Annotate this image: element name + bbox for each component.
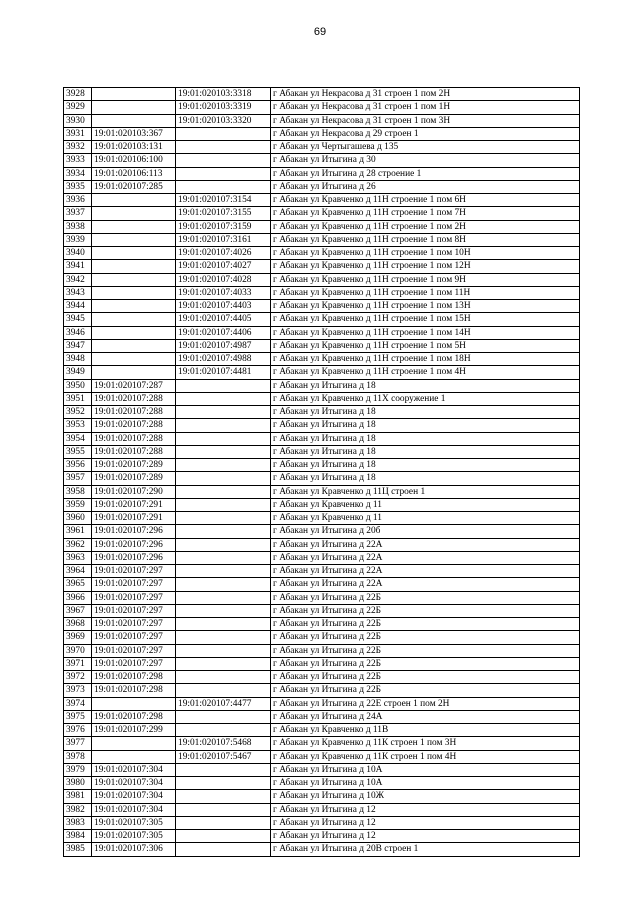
row-number-cell: 3939	[64, 233, 92, 246]
registry-table-body	[64, 88, 580, 857]
building-cadastral-number-cell	[176, 141, 271, 154]
row-number-cell: 3951	[64, 392, 92, 405]
address-cell: г Абакан ул Некрасова д 31 строен 1 пом 3Н	[271, 114, 580, 127]
address-cell: г Абакан ул Итыгина д 12	[271, 816, 580, 829]
land-cadastral-number-cell: 19:01:020103:367	[92, 127, 176, 140]
address-cell: г Абакан ул Итыгина д 10Ж	[271, 790, 580, 803]
table-row	[64, 406, 580, 419]
building-cadastral-number-cell	[176, 459, 271, 472]
building-cadastral-number-cell: 19:01:020107:5468	[176, 737, 271, 750]
land-cadastral-number-cell: 19:01:020107:297	[92, 591, 176, 604]
address-cell: г Абакан ул Некрасова д 31 строен 1 пом 2Н	[271, 88, 580, 101]
building-cadastral-number-cell: 19:01:020107:4403	[176, 300, 271, 313]
address-cell: г Абакан ул Итыгина д 18	[271, 379, 580, 392]
table-row	[64, 830, 580, 843]
address-cell: г Абакан ул Итыгина д 28 строение 1	[271, 167, 580, 180]
building-cadastral-number-cell	[176, 710, 271, 723]
row-number-cell: 3936	[64, 194, 92, 207]
address-cell: г Абакан ул Итыгина д 18	[271, 459, 580, 472]
address-cell: г Абакан ул Некрасова д 29 строен 1	[271, 127, 580, 140]
address-cell: г Абакан ул Итыгина д 22Б	[271, 631, 580, 644]
address-cell: г Абакан ул Итыгина д 18	[271, 432, 580, 445]
table-row	[64, 485, 580, 498]
table-row	[64, 127, 580, 140]
address-cell: г Абакан ул Кравченко д 11В	[271, 724, 580, 737]
building-cadastral-number-cell: 19:01:020107:4033	[176, 286, 271, 299]
row-number-cell: 3974	[64, 697, 92, 710]
row-number-cell: 3947	[64, 339, 92, 352]
row-number-cell: 3933	[64, 154, 92, 167]
building-cadastral-number-cell	[176, 525, 271, 538]
address-cell: г Абакан ул Итыгина д 12	[271, 803, 580, 816]
row-number-cell: 3980	[64, 777, 92, 790]
table-row	[64, 419, 580, 432]
building-cadastral-number-cell: 19:01:020107:4027	[176, 260, 271, 273]
building-cadastral-number-cell: 19:01:020107:4988	[176, 353, 271, 366]
table-row	[64, 578, 580, 591]
table-row	[64, 724, 580, 737]
building-cadastral-number-cell: 19:01:020107:3161	[176, 233, 271, 246]
building-cadastral-number-cell	[176, 777, 271, 790]
row-number-cell: 3957	[64, 472, 92, 485]
land-cadastral-number-cell: 19:01:020107:287	[92, 379, 176, 392]
table-row	[64, 816, 580, 829]
address-cell: г Абакан ул Итыгина д 22Б	[271, 591, 580, 604]
table-row	[64, 525, 580, 538]
address-cell: г Абакан ул Итыгина д 18	[271, 472, 580, 485]
building-cadastral-number-cell	[176, 803, 271, 816]
land-cadastral-number-cell: 19:01:020107:291	[92, 498, 176, 511]
building-cadastral-number-cell	[176, 631, 271, 644]
land-cadastral-number-cell	[92, 353, 176, 366]
row-number-cell: 3931	[64, 127, 92, 140]
table-row	[64, 551, 580, 564]
building-cadastral-number-cell	[176, 472, 271, 485]
table-row	[64, 194, 580, 207]
table-row	[64, 286, 580, 299]
land-cadastral-number-cell	[92, 260, 176, 273]
address-cell: г Абакан ул Итыгина д 22А	[271, 578, 580, 591]
row-number-cell: 3975	[64, 710, 92, 723]
land-cadastral-number-cell: 19:01:020106:113	[92, 167, 176, 180]
building-cadastral-number-cell: 19:01:020107:5467	[176, 750, 271, 763]
table-row	[64, 260, 580, 273]
land-cadastral-number-cell: 19:01:020107:297	[92, 578, 176, 591]
table-row	[64, 538, 580, 551]
address-cell: г Абакан ул Итыгина д 12	[271, 830, 580, 843]
building-cadastral-number-cell: 19:01:020107:3154	[176, 194, 271, 207]
building-cadastral-number-cell: 19:01:020107:4026	[176, 247, 271, 260]
land-cadastral-number-cell: 19:01:020107:288	[92, 419, 176, 432]
table-row	[64, 167, 580, 180]
address-cell: г Абакан ул Итыгина д 20б	[271, 525, 580, 538]
land-cadastral-number-cell: 19:01:020107:298	[92, 684, 176, 697]
table-row	[64, 697, 580, 710]
land-cadastral-number-cell	[92, 233, 176, 246]
row-number-cell: 3972	[64, 671, 92, 684]
row-number-cell: 3969	[64, 631, 92, 644]
building-cadastral-number-cell	[176, 167, 271, 180]
building-cadastral-number-cell	[176, 843, 271, 856]
building-cadastral-number-cell	[176, 657, 271, 670]
address-cell: г Абакан ул Итыгина д 18	[271, 406, 580, 419]
address-cell: г Абакан ул Итыгина д 22Б	[271, 657, 580, 670]
row-number-cell: 3965	[64, 578, 92, 591]
row-number-cell: 3964	[64, 565, 92, 578]
row-number-cell: 3940	[64, 247, 92, 260]
table-row	[64, 657, 580, 670]
row-number-cell: 3958	[64, 485, 92, 498]
page-number: 69	[313, 26, 327, 38]
address-cell: г Абакан ул Кравченко д 11Н строение 1 пом 4Н	[271, 366, 580, 379]
building-cadastral-number-cell	[176, 432, 271, 445]
row-number-cell: 3982	[64, 803, 92, 816]
land-cadastral-number-cell: 19:01:020107:296	[92, 525, 176, 538]
land-cadastral-number-cell	[92, 101, 176, 114]
land-cadastral-number-cell: 19:01:020107:288	[92, 432, 176, 445]
land-cadastral-number-cell: 19:01:020107:305	[92, 830, 176, 843]
table-row	[64, 300, 580, 313]
address-cell: г Абакан ул Кравченко д 11Ц строен 1	[271, 485, 580, 498]
land-cadastral-number-cell: 19:01:020106:100	[92, 154, 176, 167]
building-cadastral-number-cell	[176, 565, 271, 578]
land-cadastral-number-cell: 19:01:020107:290	[92, 485, 176, 498]
table-row	[64, 512, 580, 525]
building-cadastral-number-cell	[176, 419, 271, 432]
table-row	[64, 445, 580, 458]
row-number-cell: 3937	[64, 207, 92, 220]
address-cell: г Абакан ул Итыгина д 10А	[271, 777, 580, 790]
row-number-cell: 3949	[64, 366, 92, 379]
address-cell: г Абакан ул Итыгина д 30	[271, 154, 580, 167]
row-number-cell: 3981	[64, 790, 92, 803]
row-number-cell: 3976	[64, 724, 92, 737]
address-cell: г Абакан ул Итыгина д 26	[271, 180, 580, 193]
building-cadastral-number-cell: 19:01:020107:3159	[176, 220, 271, 233]
table-row	[64, 565, 580, 578]
table-row	[64, 750, 580, 763]
table-row	[64, 326, 580, 339]
row-number-cell: 3984	[64, 830, 92, 843]
row-number-cell: 3956	[64, 459, 92, 472]
land-cadastral-number-cell: 19:01:020107:297	[92, 657, 176, 670]
building-cadastral-number-cell: 19:01:020107:4405	[176, 313, 271, 326]
land-cadastral-number-cell: 19:01:020107:297	[92, 604, 176, 617]
row-number-cell: 3959	[64, 498, 92, 511]
land-cadastral-number-cell	[92, 697, 176, 710]
row-number-cell: 3942	[64, 273, 92, 286]
table-row	[64, 353, 580, 366]
land-cadastral-number-cell	[92, 737, 176, 750]
registry-table	[63, 87, 580, 857]
table-row	[64, 339, 580, 352]
address-cell: г Абакан ул Итыгина д 22А	[271, 538, 580, 551]
building-cadastral-number-cell	[176, 618, 271, 631]
land-cadastral-number-cell: 19:01:020107:304	[92, 763, 176, 776]
land-cadastral-number-cell	[92, 247, 176, 260]
row-number-cell: 3962	[64, 538, 92, 551]
building-cadastral-number-cell	[176, 644, 271, 657]
land-cadastral-number-cell	[92, 326, 176, 339]
land-cadastral-number-cell: 19:01:020107:306	[92, 843, 176, 856]
building-cadastral-number-cell	[176, 604, 271, 617]
building-cadastral-number-cell	[176, 578, 271, 591]
land-cadastral-number-cell	[92, 366, 176, 379]
row-number-cell: 3966	[64, 591, 92, 604]
table-row	[64, 459, 580, 472]
row-number-cell: 3935	[64, 180, 92, 193]
building-cadastral-number-cell	[176, 180, 271, 193]
table-row	[64, 379, 580, 392]
address-cell: г Абакан ул Кравченко д 11Н строение 1 пом 8Н	[271, 233, 580, 246]
building-cadastral-number-cell	[176, 551, 271, 564]
table-row	[64, 313, 580, 326]
table-row	[64, 763, 580, 776]
row-number-cell: 3978	[64, 750, 92, 763]
row-number-cell: 3961	[64, 525, 92, 538]
table-row	[64, 684, 580, 697]
row-number-cell: 3973	[64, 684, 92, 697]
land-cadastral-number-cell: 19:01:020107:289	[92, 472, 176, 485]
table-row	[64, 591, 580, 604]
land-cadastral-number-cell: 19:01:020107:285	[92, 180, 176, 193]
address-cell: г Абакан ул Кравченко д 11Х сооружение 1	[271, 392, 580, 405]
row-number-cell: 3967	[64, 604, 92, 617]
table-row	[64, 472, 580, 485]
land-cadastral-number-cell: 19:01:020107:305	[92, 816, 176, 829]
land-cadastral-number-cell: 19:01:020107:297	[92, 565, 176, 578]
row-number-cell: 3934	[64, 167, 92, 180]
land-cadastral-number-cell: 19:01:020107:288	[92, 392, 176, 405]
land-cadastral-number-cell: 19:01:020107:304	[92, 777, 176, 790]
row-number-cell: 3946	[64, 326, 92, 339]
address-cell: г Абакан ул Итыгина д 24А	[271, 710, 580, 723]
address-cell: г Абакан ул Кравченко д 11Н строение 1 пом 13Н	[271, 300, 580, 313]
land-cadastral-number-cell	[92, 286, 176, 299]
table-row	[64, 432, 580, 445]
land-cadastral-number-cell	[92, 339, 176, 352]
address-cell: г Абакан ул Кравченко д 11К строен 1 пом 4Н	[271, 750, 580, 763]
land-cadastral-number-cell	[92, 313, 176, 326]
table-row	[64, 392, 580, 405]
address-cell: г Абакан ул Итыгина д 10А	[271, 763, 580, 776]
address-cell: г Абакан ул Итыгина д 22Б	[271, 618, 580, 631]
row-number-cell: 3948	[64, 353, 92, 366]
row-number-cell: 3945	[64, 313, 92, 326]
land-cadastral-number-cell	[92, 750, 176, 763]
table-row	[64, 220, 580, 233]
table-row	[64, 498, 580, 511]
table-row	[64, 710, 580, 723]
address-cell: г Абакан ул Кравченко д 11Н строение 1 пом 6Н	[271, 194, 580, 207]
row-number-cell: 3977	[64, 737, 92, 750]
land-cadastral-number-cell	[92, 220, 176, 233]
building-cadastral-number-cell	[176, 392, 271, 405]
table-row	[64, 247, 580, 260]
row-number-cell: 3954	[64, 432, 92, 445]
row-number-cell: 3963	[64, 551, 92, 564]
table-row	[64, 803, 580, 816]
building-cadastral-number-cell	[176, 498, 271, 511]
land-cadastral-number-cell	[92, 194, 176, 207]
table-row	[64, 737, 580, 750]
address-cell: г Абакан ул Итыгина д 20В строен 1	[271, 843, 580, 856]
land-cadastral-number-cell: 19:01:020107:304	[92, 790, 176, 803]
address-cell: г Абакан ул Итыгина д 22А	[271, 565, 580, 578]
building-cadastral-number-cell	[176, 485, 271, 498]
address-cell: г Абакан ул Итыгина д 18	[271, 419, 580, 432]
row-number-cell: 3968	[64, 618, 92, 631]
address-cell: г Абакан ул Кравченко д 11Н строение 1 пом 9Н	[271, 273, 580, 286]
address-cell: г Абакан ул Кравченко д 11Н строение 1 пом 14Н	[271, 326, 580, 339]
land-cadastral-number-cell	[92, 273, 176, 286]
building-cadastral-number-cell: 19:01:020107:4987	[176, 339, 271, 352]
land-cadastral-number-cell: 19:01:020107:296	[92, 538, 176, 551]
building-cadastral-number-cell	[176, 724, 271, 737]
building-cadastral-number-cell	[176, 538, 271, 551]
table-row	[64, 604, 580, 617]
building-cadastral-number-cell	[176, 790, 271, 803]
building-cadastral-number-cell: 19:01:020107:3155	[176, 207, 271, 220]
land-cadastral-number-cell	[92, 207, 176, 220]
address-cell: г Абакан ул Кравченко д 11Н строение 1 пом 18Н	[271, 353, 580, 366]
land-cadastral-number-cell	[92, 300, 176, 313]
building-cadastral-number-cell	[176, 591, 271, 604]
land-cadastral-number-cell: 19:01:020107:298	[92, 671, 176, 684]
table-row	[64, 671, 580, 684]
address-cell: г Абакан ул Кравченко д 11Н строение 1 пом 2Н	[271, 220, 580, 233]
row-number-cell: 3950	[64, 379, 92, 392]
building-cadastral-number-cell	[176, 127, 271, 140]
row-number-cell: 3929	[64, 101, 92, 114]
land-cadastral-number-cell: 19:01:020107:297	[92, 644, 176, 657]
address-cell: г Абакан ул Кравченко д 11Н строение 1 пом 11Н	[271, 286, 580, 299]
land-cadastral-number-cell	[92, 88, 176, 101]
address-cell: г Абакан ул Кравченко д 11Н строение 1 пом 10Н	[271, 247, 580, 260]
address-cell: г Абакан ул Кравченко д 11К строен 1 пом 3Н	[271, 737, 580, 750]
building-cadastral-number-cell	[176, 830, 271, 843]
land-cadastral-number-cell: 19:01:020107:297	[92, 631, 176, 644]
building-cadastral-number-cell	[176, 763, 271, 776]
building-cadastral-number-cell: 19:01:020107:4477	[176, 697, 271, 710]
row-number-cell: 3985	[64, 843, 92, 856]
address-cell: г Абакан ул Чертыгашева д 135	[271, 141, 580, 154]
building-cadastral-number-cell: 19:01:020103:3319	[176, 101, 271, 114]
table-row	[64, 233, 580, 246]
building-cadastral-number-cell: 19:01:020107:4481	[176, 366, 271, 379]
row-number-cell: 3960	[64, 512, 92, 525]
table-row	[64, 366, 580, 379]
building-cadastral-number-cell	[176, 445, 271, 458]
table-row	[64, 154, 580, 167]
building-cadastral-number-cell	[176, 671, 271, 684]
land-cadastral-number-cell: 19:01:020107:289	[92, 459, 176, 472]
table-row	[64, 618, 580, 631]
address-cell: г Абакан ул Итыгина д 22Б	[271, 684, 580, 697]
row-number-cell: 3928	[64, 88, 92, 101]
building-cadastral-number-cell: 19:01:020103:3318	[176, 88, 271, 101]
building-cadastral-number-cell: 19:01:020107:4028	[176, 273, 271, 286]
row-number-cell: 3932	[64, 141, 92, 154]
address-cell: г Абакан ул Итыгина д 18	[271, 445, 580, 458]
table-row	[64, 114, 580, 127]
row-number-cell: 3944	[64, 300, 92, 313]
table-row	[64, 88, 580, 101]
row-number-cell: 3953	[64, 419, 92, 432]
address-cell: г Абакан ул Итыгина д 22Б	[271, 644, 580, 657]
building-cadastral-number-cell	[176, 379, 271, 392]
building-cadastral-number-cell	[176, 684, 271, 697]
table-row	[64, 644, 580, 657]
land-cadastral-number-cell: 19:01:020107:298	[92, 710, 176, 723]
land-cadastral-number-cell: 19:01:020107:288	[92, 406, 176, 419]
table-row	[64, 843, 580, 856]
row-number-cell: 3971	[64, 657, 92, 670]
table-row	[64, 141, 580, 154]
address-cell: г Абакан ул Кравченко д 11Н строение 1 пом 12Н	[271, 260, 580, 273]
land-cadastral-number-cell	[92, 114, 176, 127]
address-cell: г Абакан ул Итыгина д 22Б	[271, 604, 580, 617]
address-cell: г Абакан ул Кравченко д 11Н строение 1 пом 5Н	[271, 339, 580, 352]
row-number-cell: 3938	[64, 220, 92, 233]
land-cadastral-number-cell: 19:01:020107:288	[92, 445, 176, 458]
building-cadastral-number-cell	[176, 816, 271, 829]
table-row	[64, 777, 580, 790]
address-cell: г Абакан ул Кравченко д 11Н строение 1 пом 7Н	[271, 207, 580, 220]
table-row	[64, 273, 580, 286]
row-number-cell: 3970	[64, 644, 92, 657]
row-number-cell: 3955	[64, 445, 92, 458]
table-row	[64, 180, 580, 193]
address-cell: г Абакан ул Итыгина д 22Е строен 1 пом 2Н	[271, 697, 580, 710]
row-number-cell: 3979	[64, 763, 92, 776]
row-number-cell: 3943	[64, 286, 92, 299]
address-cell: г Абакан ул Некрасова д 31 строен 1 пом 1Н	[271, 101, 580, 114]
address-cell: г Абакан ул Итыгина д 22А	[271, 551, 580, 564]
row-number-cell: 3952	[64, 406, 92, 419]
table-row	[64, 631, 580, 644]
row-number-cell: 3930	[64, 114, 92, 127]
land-cadastral-number-cell: 19:01:020107:299	[92, 724, 176, 737]
building-cadastral-number-cell	[176, 512, 271, 525]
building-cadastral-number-cell	[176, 154, 271, 167]
land-cadastral-number-cell: 19:01:020107:297	[92, 618, 176, 631]
land-cadastral-number-cell: 19:01:020103:131	[92, 141, 176, 154]
building-cadastral-number-cell	[176, 406, 271, 419]
address-cell: г Абакан ул Итыгина д 22Б	[271, 671, 580, 684]
table-row	[64, 101, 580, 114]
address-cell: г Абакан ул Кравченко д 11Н строение 1 пом 15Н	[271, 313, 580, 326]
land-cadastral-number-cell: 19:01:020107:291	[92, 512, 176, 525]
land-cadastral-number-cell: 19:01:020107:296	[92, 551, 176, 564]
row-number-cell: 3941	[64, 260, 92, 273]
address-cell: г Абакан ул Кравченко д 11	[271, 498, 580, 511]
land-cadastral-number-cell: 19:01:020107:304	[92, 803, 176, 816]
table-row	[64, 790, 580, 803]
row-number-cell: 3983	[64, 816, 92, 829]
building-cadastral-number-cell: 19:01:020103:3320	[176, 114, 271, 127]
building-cadastral-number-cell: 19:01:020107:4406	[176, 326, 271, 339]
table-row	[64, 207, 580, 220]
address-cell: г Абакан ул Кравченко д 11	[271, 512, 580, 525]
